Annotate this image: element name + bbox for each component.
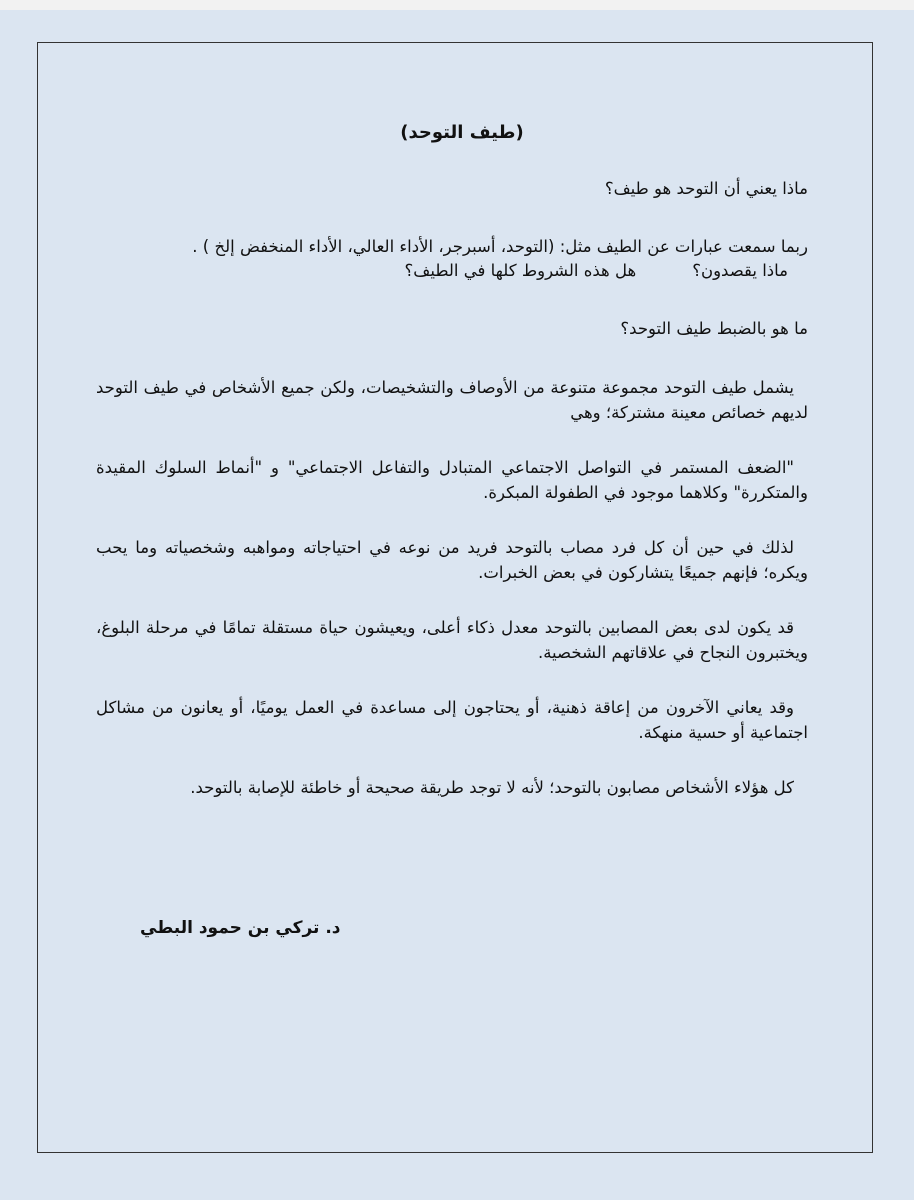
intro-line-2	[96, 259, 808, 283]
document-title: (طيف التوحد)	[400, 122, 524, 143]
intro-question-a: ماذا يقصدون؟	[692, 261, 788, 280]
paragraph-1	[96, 375, 808, 425]
paragraph-6	[96, 775, 808, 800]
paragraph-5-text: وقد يعاني الآخرون من إعاقة ذهنية، أو يحتاجون إلى مساعدة في العمل يوميًا، أو يعانون من مشاكل اجتماعية أو حسية منهكة.	[96, 698, 808, 742]
paragraph-2-text: "الضعف المستمر في التواصل الاجتماعي المتبادل والتفاعل الاجتماعي" و "أنماط السلوك المقيدة والمتكررة" وكلاهما موجود في الطفولة المبكرة.	[96, 458, 808, 502]
author-signature: د. تركي بن حمود البطي	[140, 918, 341, 938]
paragraph-3	[96, 535, 808, 585]
paragraph-5	[96, 695, 808, 745]
intro-line-1: ربما سمعت عبارات عن الطيف مثل: (التوحد، أسبرجر، الأداء العالي، الأداء المنخفض إلخ ) .	[192, 237, 808, 256]
intro-paragraph	[96, 235, 808, 283]
question-what-exactly: ما هو بالضبط طيف التوحد؟	[620, 319, 808, 338]
document-body	[96, 122, 808, 830]
paragraph-6-text: كل هؤلاء الأشخاص مصابون بالتوحد؛ لأنه لا توجد طريقة صحيحة أو خاطئة للإصابة بالتوحد.	[190, 778, 794, 797]
intro-question-b: هل هذه الشروط كلها في الطيف؟	[404, 261, 637, 280]
paragraph-4-text: قد يكون لدى بعض المصابين بالتوحد معدل ذكاء أعلى، ويعيشون حياة مستقلة تمامًا في مرحلة البلوغ، ويختبرون النجاح في علاقاتهم الشخصية.	[96, 618, 808, 662]
paragraph-1-text: يشمل طيف التوحد مجموعة متنوعة من الأوصاف والتشخيصات، ولكن جميع الأشخاص في طيف التوحد لديهم خصائص معينة مشتركة؛ وهي	[96, 378, 808, 422]
question-what-spectrum-means: ماذا يعني أن التوحد هو طيف؟	[604, 179, 808, 198]
paragraph-4	[96, 615, 808, 665]
paragraph-3-text: لذلك في حين أن كل فرد مصاب بالتوحد فريد من نوعه في احتياجاته ومواهبه وشخصياته وما يحب ويكره؛ فإنهم جميعًا يتشاركون في بعض الخبرات.	[96, 538, 808, 582]
paragraph-2	[96, 455, 808, 505]
top-bar	[0, 0, 914, 10]
